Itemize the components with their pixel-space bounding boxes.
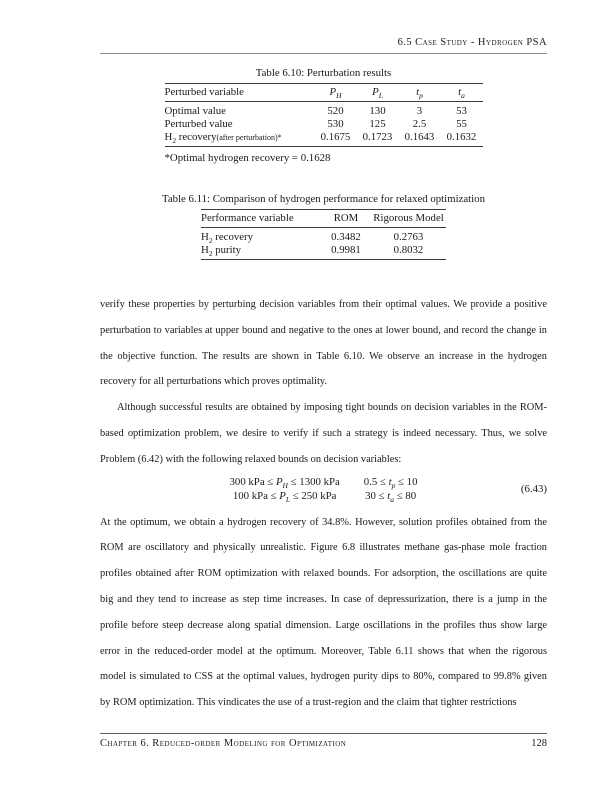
row-label: Perturbed value <box>164 118 233 130</box>
cell-value: 53 <box>456 105 467 117</box>
cell-value: 530 <box>327 118 344 130</box>
cell-value: 0.2763 <box>393 231 424 243</box>
running-section-title: 6.5 Case Study - Hydrogen PSA <box>397 37 547 48</box>
body-text <box>100 292 547 716</box>
cell-value: 0.8032 <box>393 244 424 256</box>
table-header-row <box>201 210 446 228</box>
row-label: $H_2$ purity <box>201 244 242 259</box>
table-6-10-caption: Table 6.10: Perturbation results <box>255 67 392 79</box>
content-area <box>100 0 547 716</box>
equation-line: $0.5 \le t_p \le 10$ <box>363 475 418 490</box>
cell-value: 55 <box>456 118 467 130</box>
column-header: ROM <box>321 210 371 228</box>
equation-number: (6.43) <box>520 482 547 495</box>
cell-value: 125 <box>369 118 386 130</box>
row-label: $H_2$ recovery <box>201 231 254 246</box>
paragraph: At the optimum, we obtain a hydrogen recovery of 34.8%. However, solution profiles obtained from the ROM are oscillatory and physically unrealistic. Figure 6.8 illustrates methane gas-phase mole fraction profiles obtained after ROM optimization with relaxed bounds. For adsorption, the oscillations are quite big and they tend to increase as step time increases. In case of depressurization, there is a jump in the profile before steep decrease along spatial dimension. Large oscillations in the profiles thus show large error in the reduced-order model at the optimum. Moreover, Table 6.11 shows that when the rigorous model is simulated to CSS at the optimal values, hydrogen purity dips to 80%, compared to 99.8% given by ROM optimization. This vindicates the use of a trust-region and the claim that tighter restrictions <box>100 516 547 709</box>
column-header: Performance variable <box>201 210 321 228</box>
equation-right-column <box>364 475 418 504</box>
after-perturbation-note: (after perturbation)* <box>216 133 282 142</box>
paragraph: verify these properties by perturbing decision variables from their optimal values. We provide a positive perturbation to variables at upper bound and negative to the ones at lower bound, and record the change in the objective function. The results are shown in Table 6.10. We observe an increase in the hydrogen recovery for all perturbations which proves optimality. <box>100 299 547 388</box>
equation-line: 300 kPa ≤ $P_H \le 1300$ kPa <box>229 475 340 490</box>
equation-block <box>100 475 547 504</box>
table-6-11-caption: Table 6.11: Comparison of hydrogen performance for relaxed optimization <box>162 193 485 205</box>
column-header: $t_p$ <box>399 84 441 102</box>
table-row <box>201 244 446 260</box>
table-row <box>165 102 483 118</box>
paragraph: Although successful results are obtained by imposing tight bounds on decision variables in the ROM-based optimization problem, we desire to verify if such a strategy is indeed necessary. Thus, we solve Problem (6.42) with the following relaxed bounds on decision variables: <box>100 402 547 465</box>
column-header: $P_H$ <box>315 84 357 102</box>
column-header: $t_a$ <box>441 84 483 102</box>
table-row <box>165 131 483 147</box>
column-header: Perturbed variable <box>165 84 315 102</box>
cell-value: 3 <box>416 105 423 117</box>
row-label: $H_2$ recovery(after perturbation)* <box>164 131 282 146</box>
table-footnote: *Optimal hydrogen recovery = 0.1628 <box>164 152 331 164</box>
cell-value: 0.1723 <box>362 131 393 143</box>
row-label: Optimal value <box>164 105 226 117</box>
table-header-row <box>165 84 483 102</box>
cell-value: 0.1643 <box>404 131 435 143</box>
cell-value: 130 <box>369 105 386 117</box>
table-row <box>201 228 446 244</box>
column-header: $P_L$ <box>357 84 399 102</box>
cell-value: 0.1675 <box>320 131 351 143</box>
cell-value: 520 <box>327 105 344 117</box>
perturbation-results-table <box>165 83 483 147</box>
table-row <box>165 118 483 131</box>
equation-left-column <box>230 475 340 504</box>
running-chapter-title: Chapter 6. Reduced-order Modeling for Optimization <box>100 738 347 749</box>
cell-value: 2.5 <box>412 118 427 130</box>
equation-line: 100 kPa ≤ $P_L \le 250$ kPa <box>232 490 337 505</box>
equation-line: $30 \le t_a \le 80$ <box>365 490 417 505</box>
page-footer <box>100 733 547 749</box>
cell-value: 0.3482 <box>331 231 361 243</box>
page-number: 128 <box>531 738 547 749</box>
cell-value: 0.9981 <box>331 244 361 256</box>
performance-comparison-table <box>201 209 446 260</box>
cell-value: 0.1632 <box>446 131 477 143</box>
column-header: Rigorous Model <box>371 210 446 228</box>
page-header <box>100 0 547 54</box>
